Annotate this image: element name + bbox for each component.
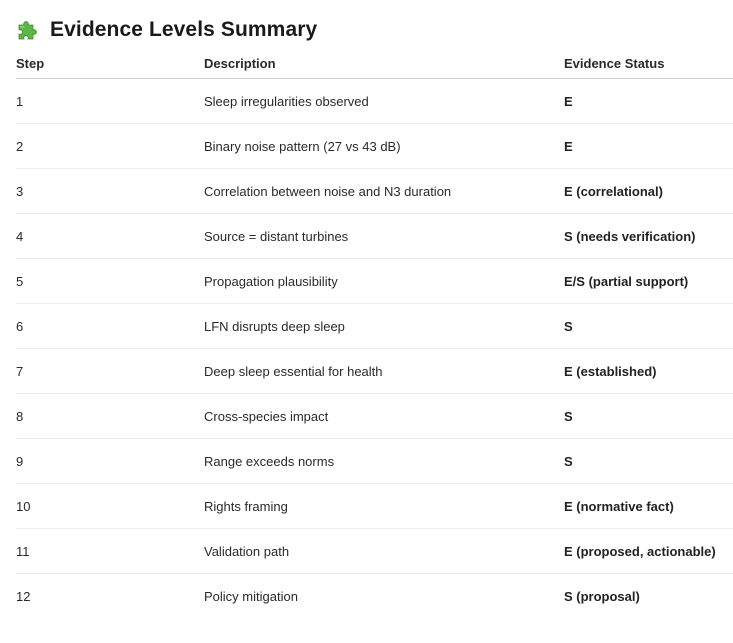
cell-evidence-status: S (564, 304, 733, 349)
cell-description: Correlation between noise and N3 duration (204, 169, 564, 214)
cell-description: Propagation plausibility (204, 259, 564, 304)
table-row (16, 79, 733, 124)
cell-evidence-status: S (564, 439, 733, 484)
cell-description: Range exceeds norms (204, 439, 564, 484)
table-row (16, 394, 733, 439)
cell-description: Source = distant turbines (204, 214, 564, 259)
cell-step: 7 (16, 349, 204, 394)
cell-description: Deep sleep essential for health (204, 349, 564, 394)
cell-evidence-status: E (564, 79, 733, 124)
table-row (16, 304, 733, 349)
cell-evidence-status: S (needs verification) (564, 214, 733, 259)
column-header-evidence-status: Evidence Status (564, 48, 733, 79)
cell-step: 12 (16, 588, 31, 604)
page-heading (16, 15, 317, 45)
table-header-row (16, 48, 733, 79)
table-row (16, 124, 733, 169)
cell-evidence-status: E (established) (564, 349, 733, 394)
table-row (16, 214, 733, 259)
cell-description: Policy mitigation (204, 588, 298, 604)
cell-evidence-status: S (proposal) (564, 588, 640, 604)
cell-step: 4 (16, 214, 204, 259)
cell-evidence-status: E (proposed, actionable) (564, 529, 733, 574)
evidence-table (16, 48, 733, 618)
cell-description: Rights framing (204, 484, 564, 529)
cell-step: 10 (16, 484, 204, 529)
page-title: Evidence Levels Summary (50, 18, 318, 41)
cell-step: 1 (16, 79, 204, 124)
cell-step: 8 (16, 394, 204, 439)
cell-step: 2 (16, 124, 204, 169)
table-row (16, 574, 733, 619)
cell-step: 5 (16, 259, 204, 304)
puzzle-piece-icon (16, 18, 40, 42)
column-header-description: Description (204, 48, 564, 79)
cell-step: 9 (16, 439, 204, 484)
cell-evidence-status: E/S (partial support) (564, 259, 733, 304)
table-row (16, 349, 733, 394)
cell-step: 6 (16, 304, 204, 349)
cell-step: 3 (16, 169, 204, 214)
cell-description: Validation path (204, 529, 564, 574)
table-row (16, 259, 733, 304)
cell-description: Sleep irregularities observed (204, 79, 564, 124)
table-row (16, 439, 733, 484)
table-row (16, 484, 733, 529)
cell-step: 11 (16, 529, 204, 574)
cell-evidence-status: E (564, 124, 733, 169)
table-row (16, 529, 733, 574)
cell-description: LFN disrupts deep sleep (204, 304, 564, 349)
table-row (16, 169, 733, 214)
cell-description: Cross-species impact (204, 394, 564, 439)
cell-evidence-status: E (normative fact) (564, 484, 733, 529)
column-header-step: Step (16, 48, 204, 79)
cell-description: Binary noise pattern (27 vs 43 dB) (204, 124, 564, 169)
cell-evidence-status: E (correlational) (564, 169, 733, 214)
cell-evidence-status: S (564, 394, 733, 439)
